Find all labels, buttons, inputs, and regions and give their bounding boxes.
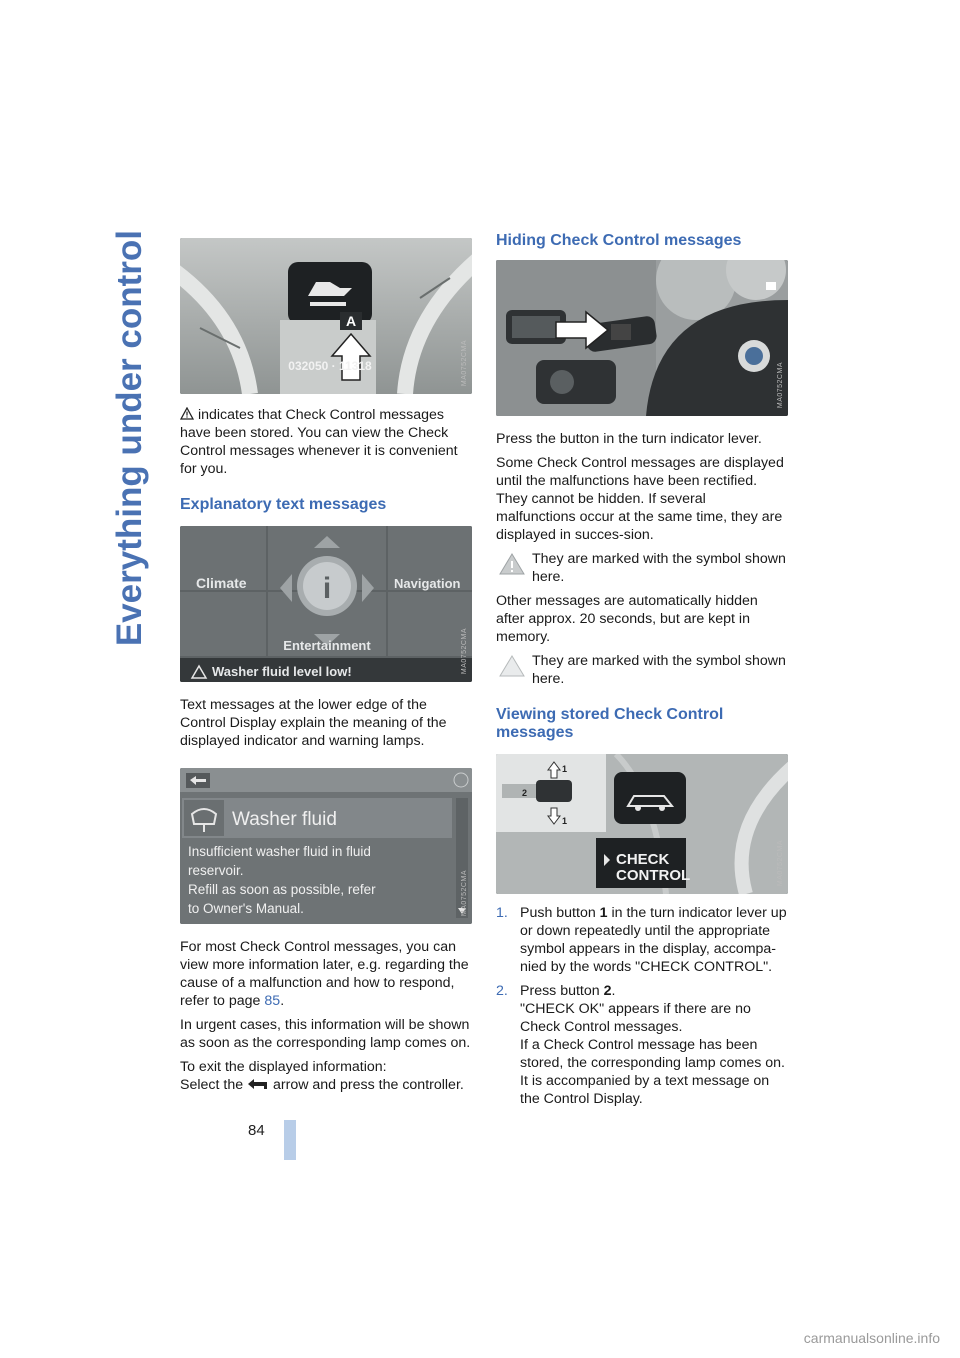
back-arrow-icon [247, 1077, 269, 1093]
check-line-1: CHECK [616, 851, 670, 868]
check-line-2: CONTROL [616, 867, 691, 884]
warning-text: Washer fluid level low! [212, 664, 352, 679]
watermark: carmanualsonline.info [803, 1330, 940, 1346]
detail-title: Washer fluid [232, 809, 337, 830]
page-marker-bar [284, 1120, 296, 1160]
detail-line-1: Insufficient washer fluid in fluid [188, 844, 371, 859]
turn-indicator-lever-image [496, 260, 788, 416]
callout-2: 2 [522, 788, 528, 798]
step-2: 2. Press button 2. "CHECK OK" appears if there are no Check Control messages. If a Check Control message has been stored, the corresponding lamp comes on. It is accompanied by a text message on the Control Display. [496, 983, 785, 1107]
heading-explanatory: Explanatory text messages [180, 496, 387, 513]
note-persistent-symbol: They are marked with the symbol shown here. [496, 550, 788, 586]
control-display-menu-image [180, 526, 472, 682]
paragraph-text-messages: Text messages at the lower edge of the Control Display explain the meaning of the displayed indicator and warning lamps. [180, 697, 447, 749]
svg-text:i: i [322, 572, 332, 605]
paragraph-auto-hidden: Other messages are automatically hidden after approx. 20 seconds, but are kept in memory. [496, 593, 758, 645]
image-code: MA0752CMA [461, 627, 468, 674]
warning-triangle-icon [180, 407, 194, 423]
steps-list [496, 904, 788, 1108]
heading-viewing: Viewing stored Check Control messages [496, 706, 724, 741]
detail-line-2: reservoir. [188, 863, 244, 878]
image-code: MA0752CMA [777, 839, 784, 886]
note-hidden-symbol: They are marked with the symbol shown here. [496, 652, 788, 688]
warning-triangle-filled-icon [496, 550, 528, 578]
paragraph-urgent: In urgent cases, this information will be shown as soon as the corresponding lamp comes on. [180, 1017, 471, 1051]
right-column [496, 230, 788, 1114]
paragraph-stored-messages: indicates that Check Control messages have been stored. You can view the Check Control messages whenever it is convenient for you. [180, 407, 458, 477]
image-code: MA0752CMA [777, 361, 784, 408]
washer-fluid-detail-image [180, 768, 472, 924]
check-control-image [496, 754, 788, 894]
image-code: MA0752CMA [461, 339, 468, 386]
svg-text:A: A [345, 313, 357, 329]
menu-climate: Climate [196, 575, 247, 591]
menu-navigation: Navigation [394, 576, 461, 591]
paragraph-press-button: Press the button in the turn indicator lever. [496, 431, 762, 447]
callout-1-top: 1 [562, 764, 568, 774]
paragraph-exit-line1: To exit the displayed information: [180, 1059, 387, 1075]
detail-line-4: to Owner's Manual. [188, 901, 304, 916]
page-link-85[interactable]: 85 [264, 993, 281, 1009]
warning-triangle-outline-icon [496, 652, 528, 680]
detail-line-3: Refill as soon as possible, refer [188, 882, 376, 897]
paragraph-persistent: Some Check Control messages are displayed until the malfunctions have been rectified. They cannot be hidden. If several malfunctions occur at the same time, they are displayed in succes-sion. [496, 455, 784, 543]
chapter-title: Everything under control [110, 230, 149, 647]
paragraph-more-info: For most Check Control messages, you can view more information later, e.g. regarding the cause of a malfunction and how to respond, refer to page 85. [180, 939, 469, 1009]
left-column [180, 238, 472, 1100]
menu-entertainment: Entertainment [283, 638, 371, 653]
page-number: 84 [248, 1122, 265, 1139]
instrument-cluster-image [180, 238, 472, 394]
odometer-readout: 032050 · 11318 [288, 359, 372, 373]
step-1: 1. Push button 1 in the turn indicator lever up or down repeatedly until the appropriate symbol appears in the display, accompa-nied by the words "CHECK CONTROL". [496, 905, 787, 975]
callout-1-bottom: 1 [562, 816, 568, 826]
image-code: MA0752CMA [461, 869, 468, 916]
heading-hiding: Hiding Check Control messages [496, 232, 742, 249]
paragraph-exit-line2: Select the arrow and press the controller. [180, 1077, 464, 1093]
